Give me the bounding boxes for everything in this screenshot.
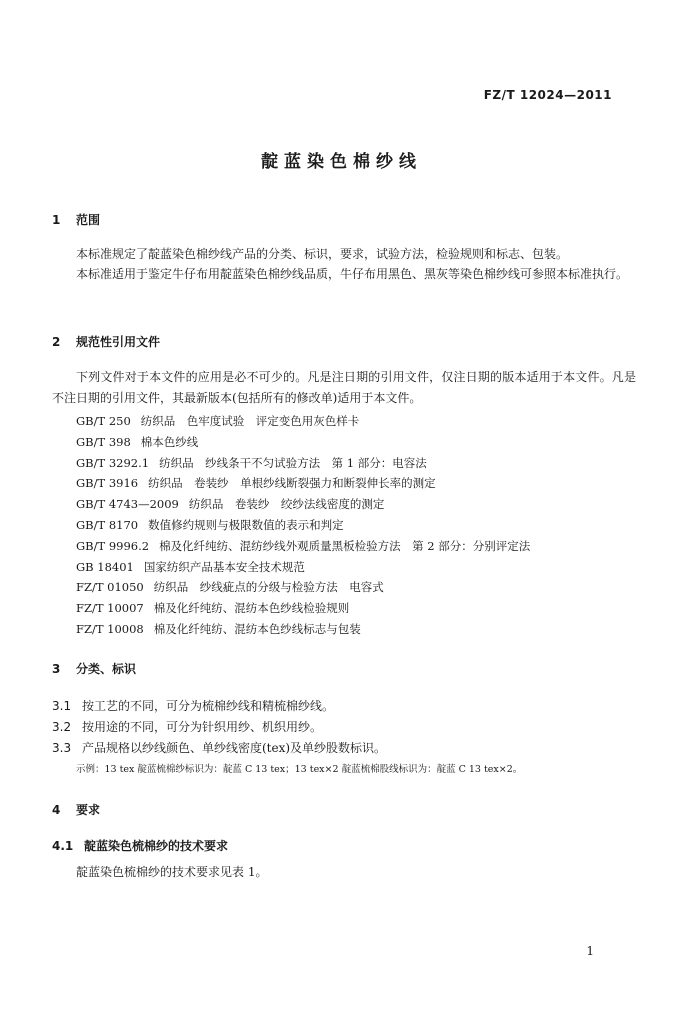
reference-title: 国家纺织产品基本安全技术规范 xyxy=(143,559,305,574)
clause-3-2 xyxy=(52,718,322,735)
section-heading-2 xyxy=(52,333,160,350)
scope-paragraph-1: 本标准规定了靛蓝染色棉纱线产品的分类、标识，要求，试验方法，检验规则和标志、包装。 xyxy=(76,247,569,261)
reference-code: GB/T 250 xyxy=(76,414,131,428)
page-number: 1 xyxy=(586,944,594,958)
reference-item xyxy=(76,577,530,598)
document-title: 靛蓝染色棉纱线 xyxy=(261,152,422,172)
reference-code: GB 18401 xyxy=(76,559,134,574)
section-heading-3 xyxy=(52,660,136,677)
section-number: 4 xyxy=(52,803,61,817)
reference-item xyxy=(76,473,530,494)
reference-item xyxy=(76,453,530,474)
reference-code: GB/T 3916 xyxy=(76,476,139,491)
reference-title: 纺织品 卷装纱 绞纱法线密度的测定 xyxy=(188,497,385,512)
reference-item xyxy=(76,494,530,515)
reference-code: GB/T 3292.1 xyxy=(76,455,150,470)
requirement-paragraph: 靛蓝染色梳棉纱的技术要求见表 1。 xyxy=(76,865,268,879)
subsection-heading-4-1 xyxy=(52,837,228,854)
reference-code: GB/T 9996.2 xyxy=(76,538,150,553)
scope-paragraph-2: 本标准适用于鉴定牛仔布用靛蓝染色棉纱线品质，牛仔布用黑色、黑灰等染色棉纱线可参照本标准执行。 xyxy=(76,267,629,281)
clause-number: 3.3 xyxy=(52,741,72,755)
clause-number: 3.1 xyxy=(52,699,72,713)
reference-code: GB/T 8170 xyxy=(76,517,139,532)
standard-code: FZ/T 12024—2011 xyxy=(483,88,612,102)
reference-item xyxy=(76,432,530,453)
section-title: 规范性引用文件 xyxy=(76,335,161,349)
section-number: 2 xyxy=(52,335,61,349)
reference-item xyxy=(76,515,530,536)
clause-3-1 xyxy=(52,697,334,714)
clause-number: 3.2 xyxy=(52,720,72,734)
reference-item xyxy=(76,411,530,432)
section-heading-1 xyxy=(52,211,100,228)
section-title: 分类、标识 xyxy=(76,662,137,676)
clause-text: 按用途的不同，可分为针织用纱、机织用纱。 xyxy=(82,720,323,734)
reference-item xyxy=(76,557,530,578)
reference-title: 数值修约规则与极限数值的表示和判定 xyxy=(148,517,344,532)
section-number: 3 xyxy=(52,662,61,676)
reference-title: 纺织品 纱线条干不匀试验方法 第 1 部分：电容法 xyxy=(159,455,427,470)
reference-item xyxy=(76,598,530,619)
clause-3-3 xyxy=(52,739,386,756)
reference-title: 纺织品 色牢度试验 评定变色用灰色样卡 xyxy=(140,414,360,428)
reference-title: 棉及化纤纯纺、混纺本色纱线标志与包装 xyxy=(153,621,361,636)
references-intro: 下列文件对于本文件的应用是必不可少的。凡是注日期的引用文件，仅注日期的版本适用于本文件。凡是不注日期的引用文件，其最新版本(包括所有的修改单)适用于本文件。 xyxy=(52,370,636,405)
reference-title: 纺织品 纱线疵点的分级与检验方法 电容式 xyxy=(153,580,384,595)
section-title: 要求 xyxy=(76,803,101,817)
reference-title: 棉及化纤纯纺、混纺纱线外观质量黑板检验方法 第 2 部分：分别评定法 xyxy=(159,538,531,553)
clause-text: 产品规格以纱线颜色、单纱线密度(tex)及单纱股数标识。 xyxy=(82,741,387,755)
section-number: 1 xyxy=(52,213,61,227)
reference-title: 棉本色纱线 xyxy=(140,434,199,449)
reference-code: FZ/T 10008 xyxy=(76,621,144,636)
reference-list xyxy=(76,411,530,640)
section-heading-4 xyxy=(52,801,100,818)
reference-title: 纺织品 卷装纱 单根纱线断裂强力和断裂伸长率的测定 xyxy=(148,476,436,491)
reference-item xyxy=(76,619,530,640)
reference-code: GB/T 398 xyxy=(76,434,131,449)
reference-title: 棉及化纤纯纺、混纺本色纱线检验规则 xyxy=(153,601,350,616)
subsection-title: 靛蓝染色梳棉纱的技术要求 xyxy=(84,839,229,853)
reference-item xyxy=(76,536,530,557)
reference-code: FZ/T 01050 xyxy=(76,580,144,595)
reference-code: GB/T 4743—2009 xyxy=(76,497,179,512)
subsection-number: 4.1 xyxy=(52,839,74,853)
reference-code: FZ/T 10007 xyxy=(76,601,144,616)
example-note: 示例：13 tex 靛蓝梳棉纱标识为：靛蓝 C 13 tex；13 tex×2 靛蓝梳棉股线标识为：靛蓝 C 13 tex×2。 xyxy=(76,764,523,775)
clause-text: 按工艺的不同，可分为梳棉纱线和精梳棉纱线。 xyxy=(82,699,335,713)
section-title: 范围 xyxy=(76,213,101,227)
